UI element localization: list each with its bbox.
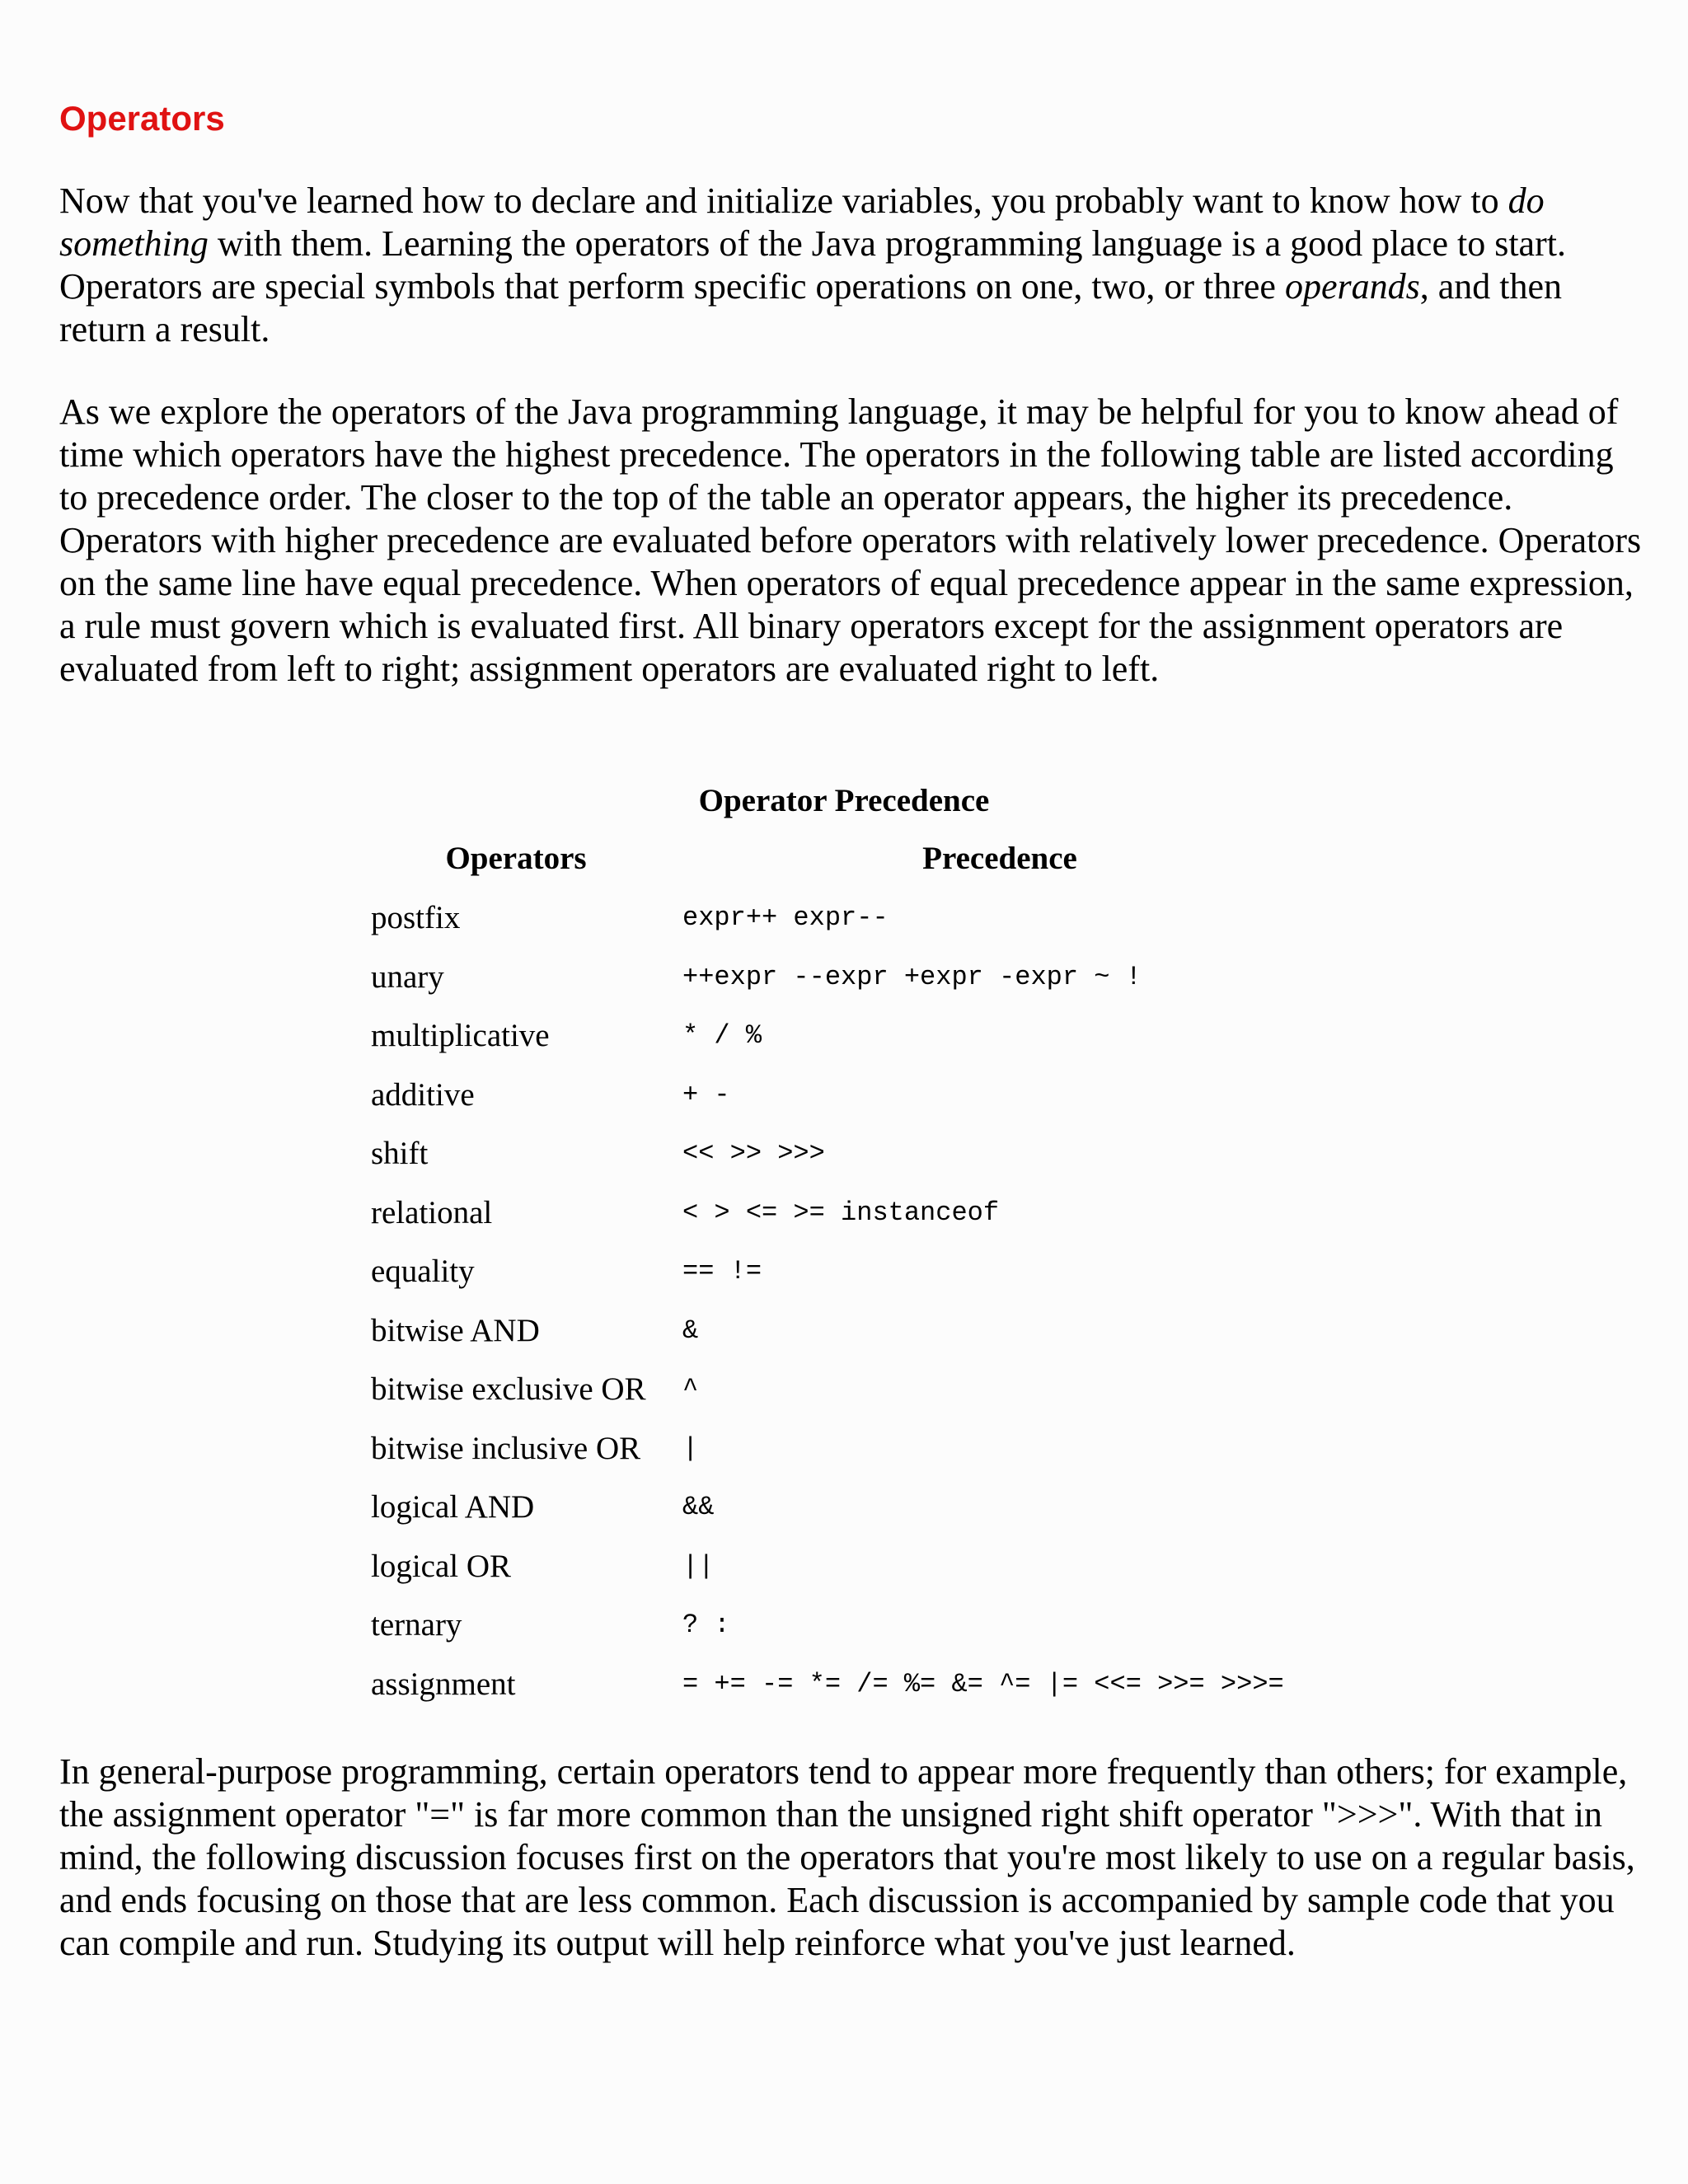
operator-symbols: < > <= >= instanceof xyxy=(682,1197,1000,1228)
precedence-paragraph: As we explore the operators of the Java programming language, it may be helpful for you to know ahead of time which operators have the highest precedence. The operators in the following table are listed according to precedence order. The closer to the top of the table an operator appears, the higher its precedence. Operators with higher precedence are evaluated before operators with relatively lower precedence. Operators on the same line have equal precedence. When operators of equal precedence appear in the same expression, a rule must govern which is evaluated first. All binary operators except for the assignment operators are evaluated from left to right; assignment operators are evaluated right to left. xyxy=(59,391,1642,689)
table-row xyxy=(371,1547,1442,1606)
unsigned-shift-operator-symbol: >>> xyxy=(1336,1794,1399,1835)
intro-text-3: , and then return a result. xyxy=(59,266,1563,349)
operator-symbols: << >> >>> xyxy=(682,1138,825,1169)
operator-symbols: = += -= *= /= %= &= ^= |= <<= >>= >>>= xyxy=(682,1668,1284,1699)
operator-category: equality xyxy=(371,1254,475,1289)
table-row xyxy=(371,1193,1442,1253)
table-row xyxy=(371,1016,1442,1076)
operator-category: logical AND xyxy=(371,1489,535,1525)
intro-text-2: with them. Learning the operators of the Java programming language is a good place to start. Operators are special symbols that perform specific operations on one, two, or three xyxy=(59,223,1566,307)
operator-category: postfix xyxy=(371,900,461,935)
operator-symbols: | xyxy=(682,1432,699,1464)
operator-category: bitwise inclusive OR xyxy=(371,1430,641,1466)
operator-category: logical OR xyxy=(371,1548,512,1584)
page-title: Operators xyxy=(59,99,225,138)
closing-text-3: ". With that in mind, the following discussion focuses first on the operators that you're most likely to use on a regular basis, and ends focusing on those that are less common. Each discussion is accompanied by sample code that you can compile and run. Studying its output will help reinforce what you've just learned. xyxy=(59,1794,1635,1963)
closing-text-1: In general-purpose programming, certain operators tend to appear more frequently than others; for example, the assignment operator " xyxy=(59,1751,1628,1835)
operator-symbols: ^ xyxy=(682,1374,699,1404)
column-header-precedence: Precedence xyxy=(922,841,1077,876)
intro-text-1: Now that you've learned how to declare and initialize variables, you probably want to know how to xyxy=(59,180,1508,221)
operator-category: additive xyxy=(371,1076,475,1113)
intro-emphasis-do-something: do something xyxy=(59,180,1545,264)
closing-paragraph xyxy=(59,1750,1642,1965)
operator-symbols: & xyxy=(682,1315,699,1346)
operator-symbols: && xyxy=(682,1492,715,1522)
assignment-operator-symbol: = xyxy=(429,1794,451,1835)
operator-symbols: expr++ expr-- xyxy=(682,902,889,933)
table-row xyxy=(371,898,1442,958)
operator-category: unary xyxy=(371,958,444,995)
operator-category: shift xyxy=(371,1136,429,1171)
table-row xyxy=(371,1076,1442,1135)
table-row xyxy=(371,1370,1442,1429)
operator-symbols: || xyxy=(682,1550,715,1582)
table-row xyxy=(371,958,1442,1017)
operator-symbols: * / % xyxy=(682,1020,762,1051)
table-row xyxy=(371,1311,1442,1371)
operator-category: multiplicative xyxy=(371,1018,550,1053)
operator-category: bitwise AND xyxy=(371,1312,540,1348)
table-row xyxy=(371,1665,1442,1724)
operator-category: bitwise exclusive OR xyxy=(371,1371,646,1407)
operator-category: assignment xyxy=(371,1666,516,1702)
table-row xyxy=(371,1134,1442,1193)
intro-paragraph xyxy=(59,180,1642,351)
table-body xyxy=(371,898,1442,1723)
table-row xyxy=(371,1605,1442,1665)
operator-category: relational xyxy=(371,1194,493,1230)
operator-category: ternary xyxy=(371,1607,462,1643)
operator-symbols: + - xyxy=(682,1079,730,1110)
table-row xyxy=(371,1488,1442,1547)
operator-symbols: ? : xyxy=(682,1610,730,1640)
operator-symbols: ++expr --expr +expr -expr ~ ! xyxy=(682,961,1142,992)
operator-symbols: == != xyxy=(682,1256,762,1286)
table-caption: Operator Precedence xyxy=(698,783,990,818)
column-header-operators: Operators xyxy=(445,841,587,876)
intro-emphasis-operands: operands xyxy=(1284,266,1420,307)
table-row xyxy=(371,1252,1442,1311)
closing-text-2: " is far more common than the unsigned right shift operator " xyxy=(450,1794,1337,1835)
table-row xyxy=(371,1429,1442,1488)
